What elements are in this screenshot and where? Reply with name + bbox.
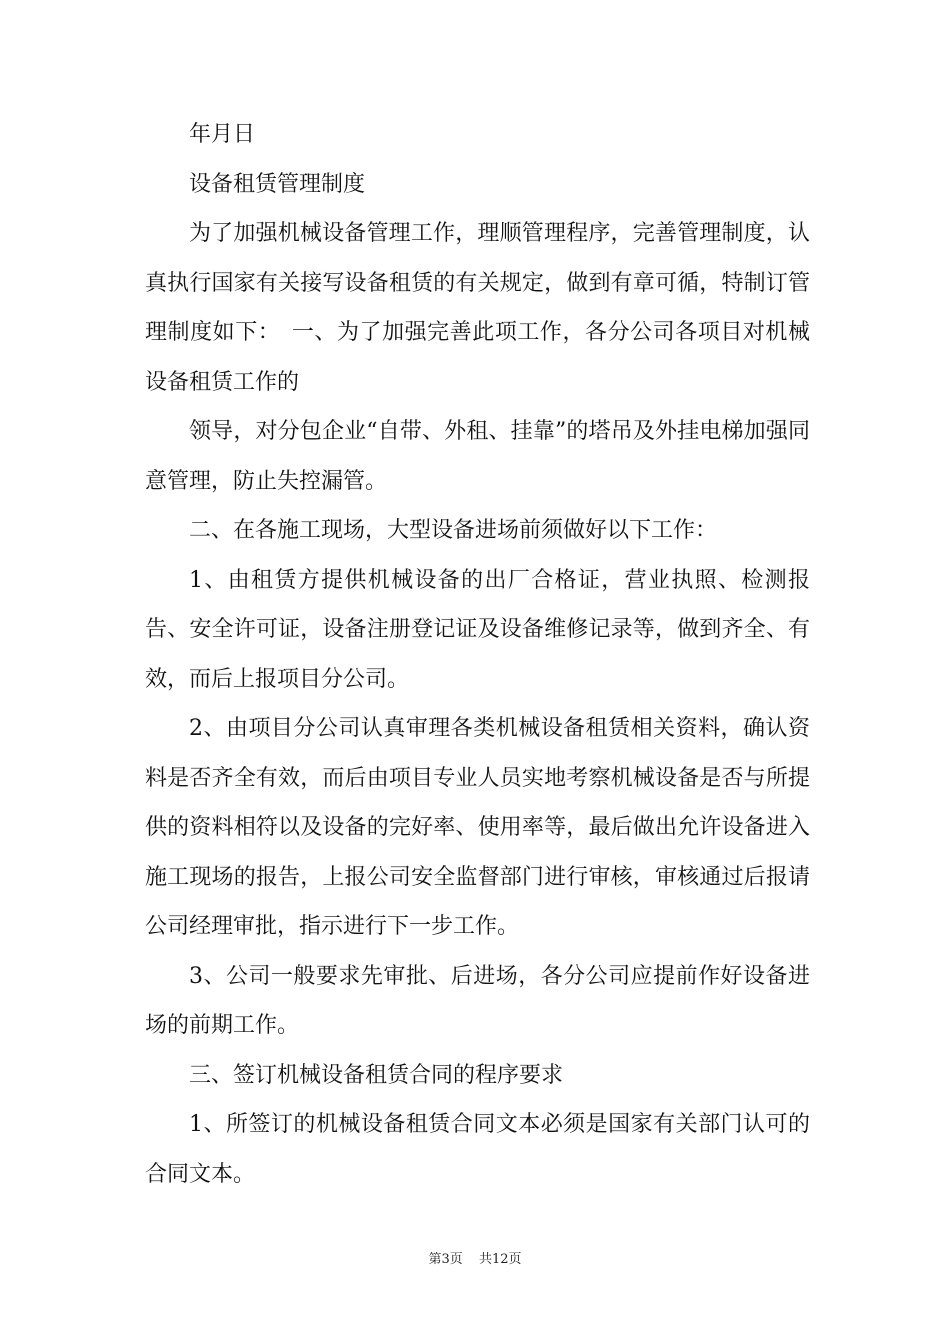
paragraph-item-3-1: 1、所签订的机械设备租赁合同文本必须是国家有关部门认可的合同文本。 [145,1112,810,1187]
document-title: 设备租赁管理制度 [189,171,366,197]
page-total: 共12页 [478,1252,522,1267]
paragraph-item-2-3: 3、公司一般要求先审批、后进场，各分公司应提前作好设备进场的前期工作。 [145,963,810,1038]
section-heading-2: 二、在各施工现场，大型设备进场前须做好以下工作： [189,518,718,543]
paragraph-intro: 为了加强机械设备管理工作，理顺管理程序，完善管理制度，认真执行国家有关接写设备租赁的有关规定，做到有章可循，特制订管理制度如下： 一、为了加强完善此项工作，各分公司各项目对机械设备租赁工作的 [145,221,810,395]
page-footer [0,1248,950,1267]
section-heading-3: 三、签订机械设备租赁合同的程序要求 [189,1062,564,1088]
date-line: 年月日 [189,122,256,147]
document-body [145,110,810,1199]
paragraph-item-2-2: 2、由项目分公司认真审理各类机械设备租赁相关资料，确认资料是否齐全有效，而后由项目专业人员实地考察机械设备是否与所提供的资料相符以及设备的完好率、使用率等，最后做出允许设备进入施工现场的报告，上报公司安全监督部门进行审核，审核通过后报请公司经理审批，指示进行下一步工作。 [145,716,810,939]
paragraph-item-2-1: 1、由租赁方提供机械设备的出厂合格证，营业执照、检测报告、安全许可证，设备注册登记证及设备维修记录等，做到齐全、有效，而后上报项目分公司。 [145,567,810,692]
page-number: 第3页 [428,1252,463,1267]
paragraph-leadership: 领导，对分包企业“自带、外租、挂靠”的塔吊及外挂电梯加强同意管理，防止失控漏管。 [145,419,810,494]
